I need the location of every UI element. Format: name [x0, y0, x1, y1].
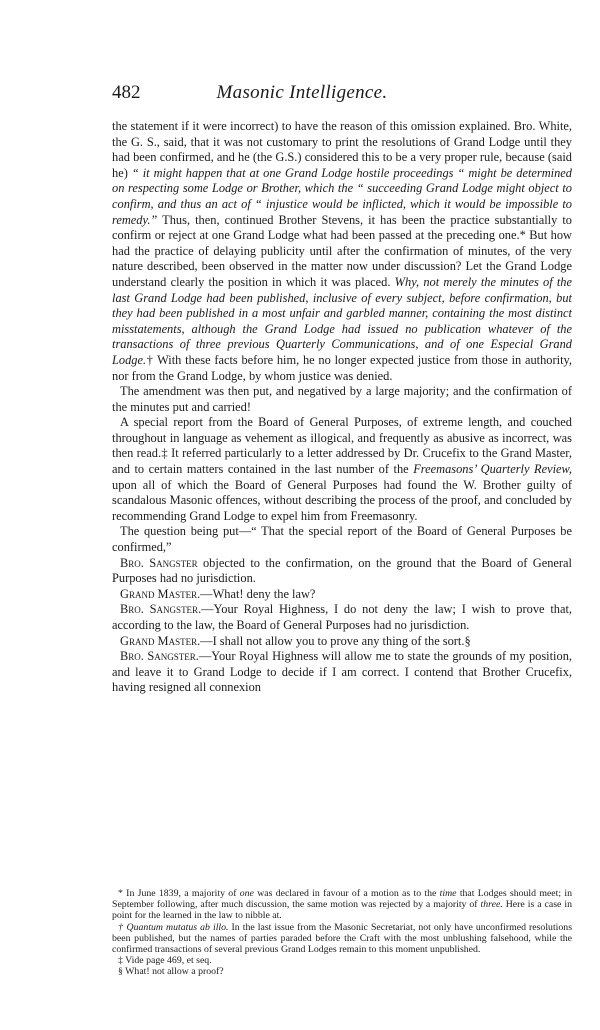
speaker-name: Grand Master — [120, 586, 198, 601]
paragraph-1-text-c: † With these facts before him, he no longer expected justice from those in authority, nor from the Grand Lodge, by whom justice was denied. — [112, 352, 572, 383]
running-title: Masonic Intelligence. — [216, 82, 388, 103]
paragraph-3-publication-title: Freemasons’ Quarterly Review, — [413, 462, 572, 477]
speaker-name: Grand Master — [120, 633, 198, 648]
paragraph-7 — [112, 602, 572, 633]
paragraph-5 — [112, 556, 572, 587]
paragraph-1-text-b: Thus, then, continued Brother Stevens, it has been the practice substantially to confirm or reject at one Grand Lodge what had been passed at the preceding one.* But how had the practice of delaying publicity until after the confirmation of minutes, of the very nature described, been observed in the matter now under discussion? Let the Grand Lodge understand clearly the position in which it was placed. — [112, 212, 572, 289]
page-number: 482 — [112, 82, 141, 103]
footnote-1-text: * In June 1839, a majority of — [118, 888, 240, 899]
footnote-1-emphasis: three. — [480, 899, 503, 911]
page-header — [112, 82, 492, 110]
paragraph-3 — [112, 415, 572, 524]
footnote-3: ‡ Vide page 469, et seq. — [118, 955, 212, 967]
footnote-2-text: In the last issue from the Masonic Secretariat, not only have unconfirmed resolutions been published, but the names of parties paraded before the Craft with the most unblushing falsehood, while the confirmed transactions of several previous Grand Lodges remain to this moment unpublished. — [112, 921, 573, 956]
speaker-name: Bro. Sangster — [120, 555, 198, 570]
paragraph-3-text-a: A special report from the Board of General Purposes, of extreme length, and couched throughout in language as vehement as illogical, and frequently as abusive as incorrect, was then read.‡ It referred particularly to a letter addressed by Dr. Crucefix to the Grand Master, and to certain matters contained in the last number of the — [112, 415, 572, 477]
footnotes — [112, 888, 572, 978]
footnote-2 — [112, 922, 572, 956]
speech-text: .—I shall not allow you to prove any thing of the sort.§ — [197, 633, 471, 648]
footnote-2-latin-phrase: † Quantum mutatus ab illo. — [118, 921, 229, 933]
speech-text: .—Your Royal Highness, I do not deny the law; I wish to prove that, according to the law, the Board of General Purposes had no jurisdiction. — [112, 602, 572, 632]
paragraph-1-quotation: “ it might happen that at one Grand Lodge hostile proceedings “ might be determined on respecting some Lodge or Brother, which the “ succeeding Grand Lodge might object to confirm, and thus an act of “ injustice would be inflicted, which it would be impossible to remedy.” — [112, 165, 572, 227]
speech-text: objected to the confirmation, on the ground that the Board of General Purposes had no jurisdiction. — [112, 555, 572, 586]
paragraph-1 — [112, 119, 572, 384]
paragraph-8 — [112, 634, 572, 650]
paragraph-4: The question being put—“ That the special report of the Board of General Purposes be confirmed,” — [112, 524, 572, 555]
footnote-1 — [112, 888, 572, 922]
speech-text: .—What! deny the law? — [197, 586, 316, 601]
paragraph-2: The amendment was then put, and negatived by a large majority; and the confirmation of the minutes put and carried! — [112, 384, 572, 414]
paragraph-6 — [112, 587, 572, 603]
speaker-name: Bro. Sangster — [120, 602, 199, 617]
speech-text: .—Your Royal Highness will allow me to state the grounds of my position, and leave it to Grand Lodge to decide if I am correct. I contend that Brother Crucefix, having resigned all connexion — [112, 649, 572, 695]
speaker-name: Bro. Sangster — [120, 649, 196, 664]
footnote-1-emphasis: one — [239, 888, 254, 899]
footnote-1-text: Here is a case in point for the learned in the law to nibble at. — [112, 899, 572, 922]
paragraph-3-text-b: upon all of which the Board of General Purposes had found the W. Brother guilty of scandalous Masonic offences, without describing the process of the proof, and concluded by recommending Grand Lodge to expel him from Freemasonry. — [112, 477, 572, 523]
footnote-4: § What! not allow a proof? — [118, 966, 224, 978]
footnote-1-text: was declared in favour of a motion as to the — [253, 888, 440, 899]
paragraph-9 — [112, 649, 572, 696]
paragraph-1-emphasis: Why, not merely the minutes of the last Grand Lodge had been published, inclusive of every subject, before confirmation, but they had been published in a most unfair and garbled manner, containing the most distinct misstatements, although the Grand Lodge had issued no publication whatever of the transactions of three previous Quarterly Communications, and of one Especial Grand Lodge. — [112, 274, 572, 367]
footnote-1-text: that Lodges should meet; in September following, after much discussion, the same motion was rejected by a majority of — [112, 888, 572, 911]
body-text — [112, 119, 572, 696]
paragraph-1-text-a: the statement if it were incorrect) to have the reason of this omission explained. Bro. White, the G. S., said, that it was not customary to print the resolutions of Grand Lodge until they had been confirmed, and he (the G.S.) considered this to be a very proper rule, because (said he) — [112, 119, 572, 180]
footnote-1-emphasis: time — [439, 888, 457, 899]
